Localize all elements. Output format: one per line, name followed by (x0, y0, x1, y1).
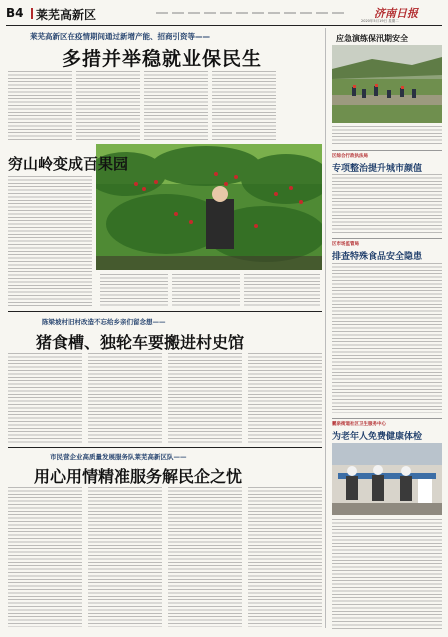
masthead-meta-lines (156, 12, 346, 14)
lead-body-col4 (212, 71, 276, 141)
divider-bar (31, 8, 33, 19)
orchard-body-col2 (100, 274, 168, 306)
masthead-rule (6, 25, 442, 26)
orchard-body-col4 (244, 274, 320, 306)
story3-kicker: 市民营企业高质量发展服务队莱芜高新区队—— (50, 453, 187, 461)
story2-body-col3 (168, 353, 242, 443)
masthead (6, 5, 442, 25)
story2-headline: 猪食槽、独轮车要搬进村史馆 (36, 333, 245, 352)
right-divider-3 (332, 418, 442, 419)
column-divider (325, 28, 326, 628)
right-photo-title: 应急演练保汛期安全 (336, 33, 408, 43)
section-label-1: 区综合行政执法局 (332, 154, 368, 159)
story3-body-col1 (8, 487, 82, 627)
lead-body-col2 (76, 71, 140, 141)
story2-top-rule (8, 311, 322, 312)
right-divider-2 (332, 238, 442, 239)
story2-kicker: 陈梁坡村旧村改造不忘给乡亲们留念想—— (42, 318, 166, 326)
orchard-headline: 穷山岭变成百果园 (8, 155, 129, 173)
drill-photo (332, 45, 442, 123)
lead-body-col1 (8, 71, 72, 141)
section-headline-1: 专项整治提升城市颜值 (332, 164, 423, 174)
story2-body-col4 (248, 353, 322, 443)
page-code: B4 (6, 6, 24, 20)
story3-body-col2 (88, 487, 162, 627)
section-headline-2: 排查特殊食品安全隐患 (332, 252, 423, 262)
section-headline-3: 为老年人免费健康体检 (332, 432, 423, 442)
section-label-3: 鹏泉街道社区卫生服务中心 (332, 422, 386, 427)
story3-headline: 用心用情精准服务解民企之忧 (34, 467, 243, 486)
paper-logo: 济南日报 (374, 7, 418, 20)
section-body-3 (332, 519, 442, 629)
drill-caption (332, 126, 442, 146)
orchard-body-col3 (172, 274, 240, 306)
section-body-1 (332, 174, 442, 234)
story2-body-col1 (8, 353, 82, 443)
story3-top-rule (8, 447, 322, 448)
orchard-photo (96, 144, 322, 270)
health-check-photo (332, 443, 442, 515)
lead-headline: 多措并举稳就业保民生 (62, 48, 263, 70)
lead-body-col3 (144, 71, 208, 141)
right-divider-1 (332, 150, 442, 151)
page-name: 莱芜高新区 (36, 8, 97, 22)
section-body-2 (332, 263, 442, 413)
section-label-2: 区市场监管局 (332, 242, 359, 247)
orchard-body-col1 (8, 176, 92, 306)
story3-body-col3 (168, 487, 242, 627)
story2-body-col2 (88, 353, 162, 443)
issue-date: 2020年5月19日 星期二 (361, 19, 399, 23)
story3-body-col4 (248, 487, 322, 627)
lead-kicker: 莱芜高新区在疫情期间通过新增产能、招商引资等—— (30, 32, 210, 41)
